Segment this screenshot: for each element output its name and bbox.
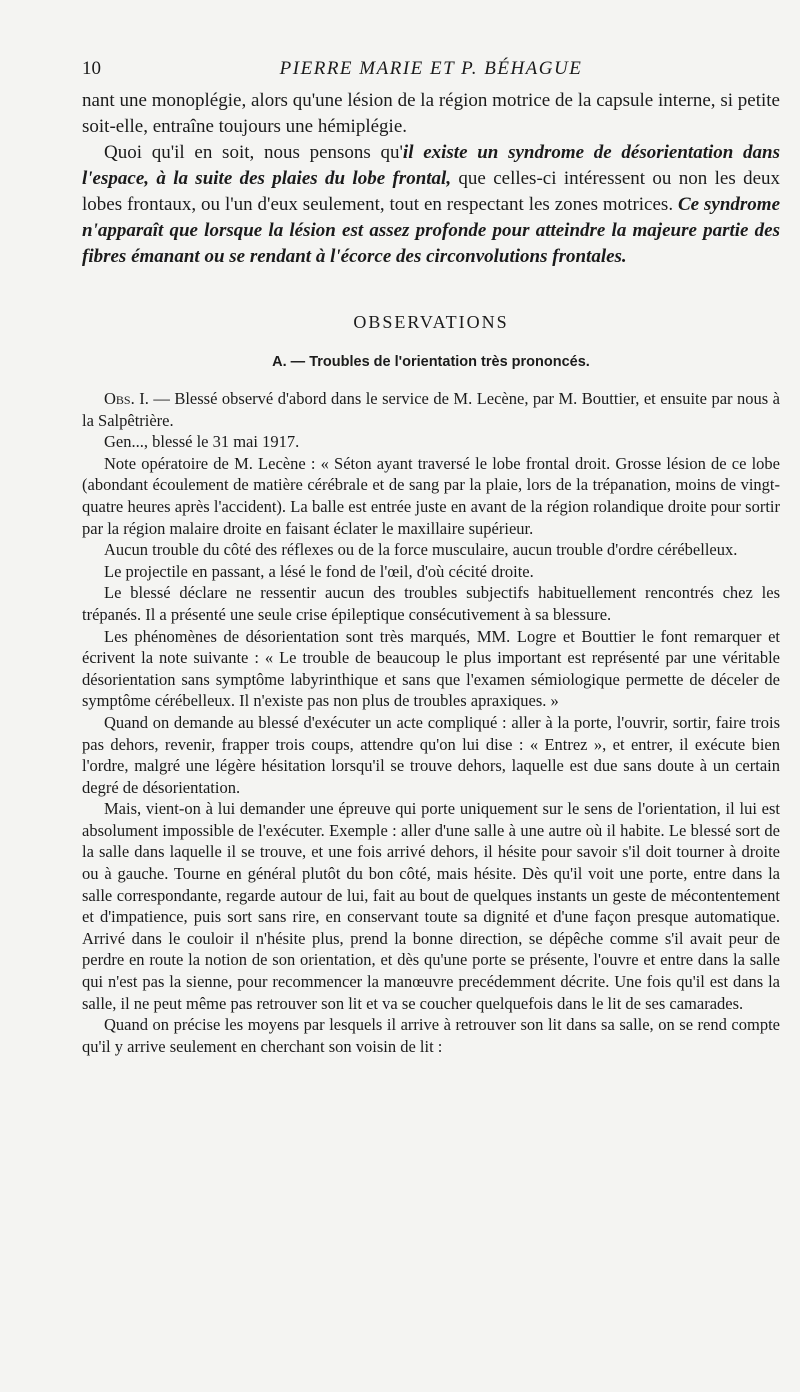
obs-paragraph-1 bbox=[82, 388, 780, 431]
intro-p2-emphasis-2: Ce syndrome n'apparaît que lorsque la lésion est assez profonde pour atteindre la majeure partie des fibres émanant ou se rendant à l'écorce des circonvolutions frontales. bbox=[82, 194, 780, 267]
obs-paragraph-3: Note opératoire de M. Lecène : « Séton ayant traversé le lobe frontal droit. Grosse lésion de ce lobe (abondant écoulement de matière cérébrale et de sang par la plaie, lors de la trépanation, moins de vingt-quatre heures après l'accident). La balle est entrée juste en avant de la région rolandique droite pour sortir par la région malaire droite en faisant éclater le maxillaire supérieur. bbox=[82, 453, 780, 538]
intro-paragraph-1: nant une monoplégie, alors qu'une lésion de la région motrice de la capsule interne, si petite soit-elle, entraîne toujours une hémiplégie. bbox=[82, 90, 780, 137]
intro-text bbox=[82, 88, 780, 270]
intro-p2-emphasis-1: il existe un syndrome de désorientation dans l'espace, à la suite des plaies du lobe frontal, bbox=[82, 142, 780, 189]
section-title: OBSERVATIONS bbox=[353, 312, 509, 332]
page bbox=[82, 58, 780, 1057]
obs-paragraph-2: Gen..., blessé le 31 mai 1917. bbox=[104, 432, 300, 452]
obs-paragraph-7: Les phénomènes de désorientation sont très marqués, MM. Logre et Bouttier le font remarquer et écrivent la note suivante : « Le trouble de beaucoup le plus important est représenté par une véritable désorientation sans symptôme labyrinthique et sans que l'examen sémiologique permette de déceler de symptôme cérébelleux. Il n'existe pas non plus de troubles apraxiques. » bbox=[82, 626, 780, 711]
obs-paragraph-10: Quand on précise les moyens par lesquels il arrive à retrouver son lit dans sa salle, on se rend compte qu'il y arrive seulement en cherchant son voisin de lit : bbox=[82, 1015, 780, 1056]
obs-paragraph-9: Mais, vient-on à lui demander une épreuve qui porte uniquement sur le sens de l'orientation, il lui est absolument impossible de l'exécuter. Exemple : aller d'une salle à une autre où il habite. Le blessé sort de la salle dans laquelle il se trouve, et une fois arrivé dehors, il hésite pour savoir s'il doit tourner à droite ou à gauche. Tourne en général plutôt du bon côté, mais hésite. Dès qu'il voit une porte, entre dans la salle correspondante, regarde autour de lui, fait au bout de quelques instants un geste de mécontentement et d'impatience, puis sort sans rire, en conservant toute sa dignité et d'une façon presque automatique. Arrivé dans le couloir il n'hésite plus, prend la bonne direction, se dépêche comme s'il avait peur de perdre en route la notion de son orientation, et dès qu'une porte se présente, l'ouvre et entre dans la salle qui n'est pas la sienne, pour recommencer la manœuvre precédemment décrite. Une fois qu'il est dans la salle, il ne peut même pas retrouver son lit et va se coucher quelquefois dans le lit de ses camarades. bbox=[82, 799, 780, 1013]
obs-paragraph-5: Le projectile en passant, a lésé le fond de l'œil, d'où cécité droite. bbox=[104, 561, 534, 581]
intro-p2-a: Quoi qu'il en soit, nous pensons qu' bbox=[104, 142, 403, 163]
obs-paragraph-6: Le blessé déclare ne ressentir aucun des troubles subjectifs habituellement rencontrés chez les trépanés. Il a présenté une seule crise épileptique consécutivement à sa blessure. bbox=[82, 583, 780, 624]
obs-paragraph-4: Aucun trouble du côté des réflexes ou de la force musculaire, aucun trouble d'ordre cérébelleux. bbox=[104, 540, 738, 560]
running-title: PIERRE MARIE ET P. BÉHAGUE bbox=[279, 58, 583, 79]
intro-p2-c: que celles-ci intéressent ou non les deux lobes frontaux, ou l'un d'eux seulement, tout en respectant les zones motrices. bbox=[82, 168, 780, 215]
obs-label: Obs. I. bbox=[104, 389, 149, 408]
page-number: 10 bbox=[82, 58, 101, 79]
subsection-title: A. — Troubles de l'orientation très prononcés. bbox=[272, 354, 590, 370]
obs-paragraph-8: Quand on demande au blessé d'exécuter un acte compliqué : aller à la porte, l'ouvrir, sortir, faire trois pas dehors, revenir, frapper trois coups, attendre qu'on lui dise : « Entrez », et entrer, il exécute bien l'ordre, malgré une légère hésitation lorsqu'il se trouve dehors, laquelle est due sans doute à un certain degré de désorientation. bbox=[82, 712, 780, 797]
obs-p1-text: — Blessé observé d'abord dans le service de M. Lecène, par M. Bouttier, et ensuite par nous à la Salpêtrière. bbox=[82, 389, 780, 430]
running-header bbox=[82, 58, 780, 88]
observation-text bbox=[82, 388, 780, 1057]
intro-paragraph-2 bbox=[82, 140, 780, 270]
